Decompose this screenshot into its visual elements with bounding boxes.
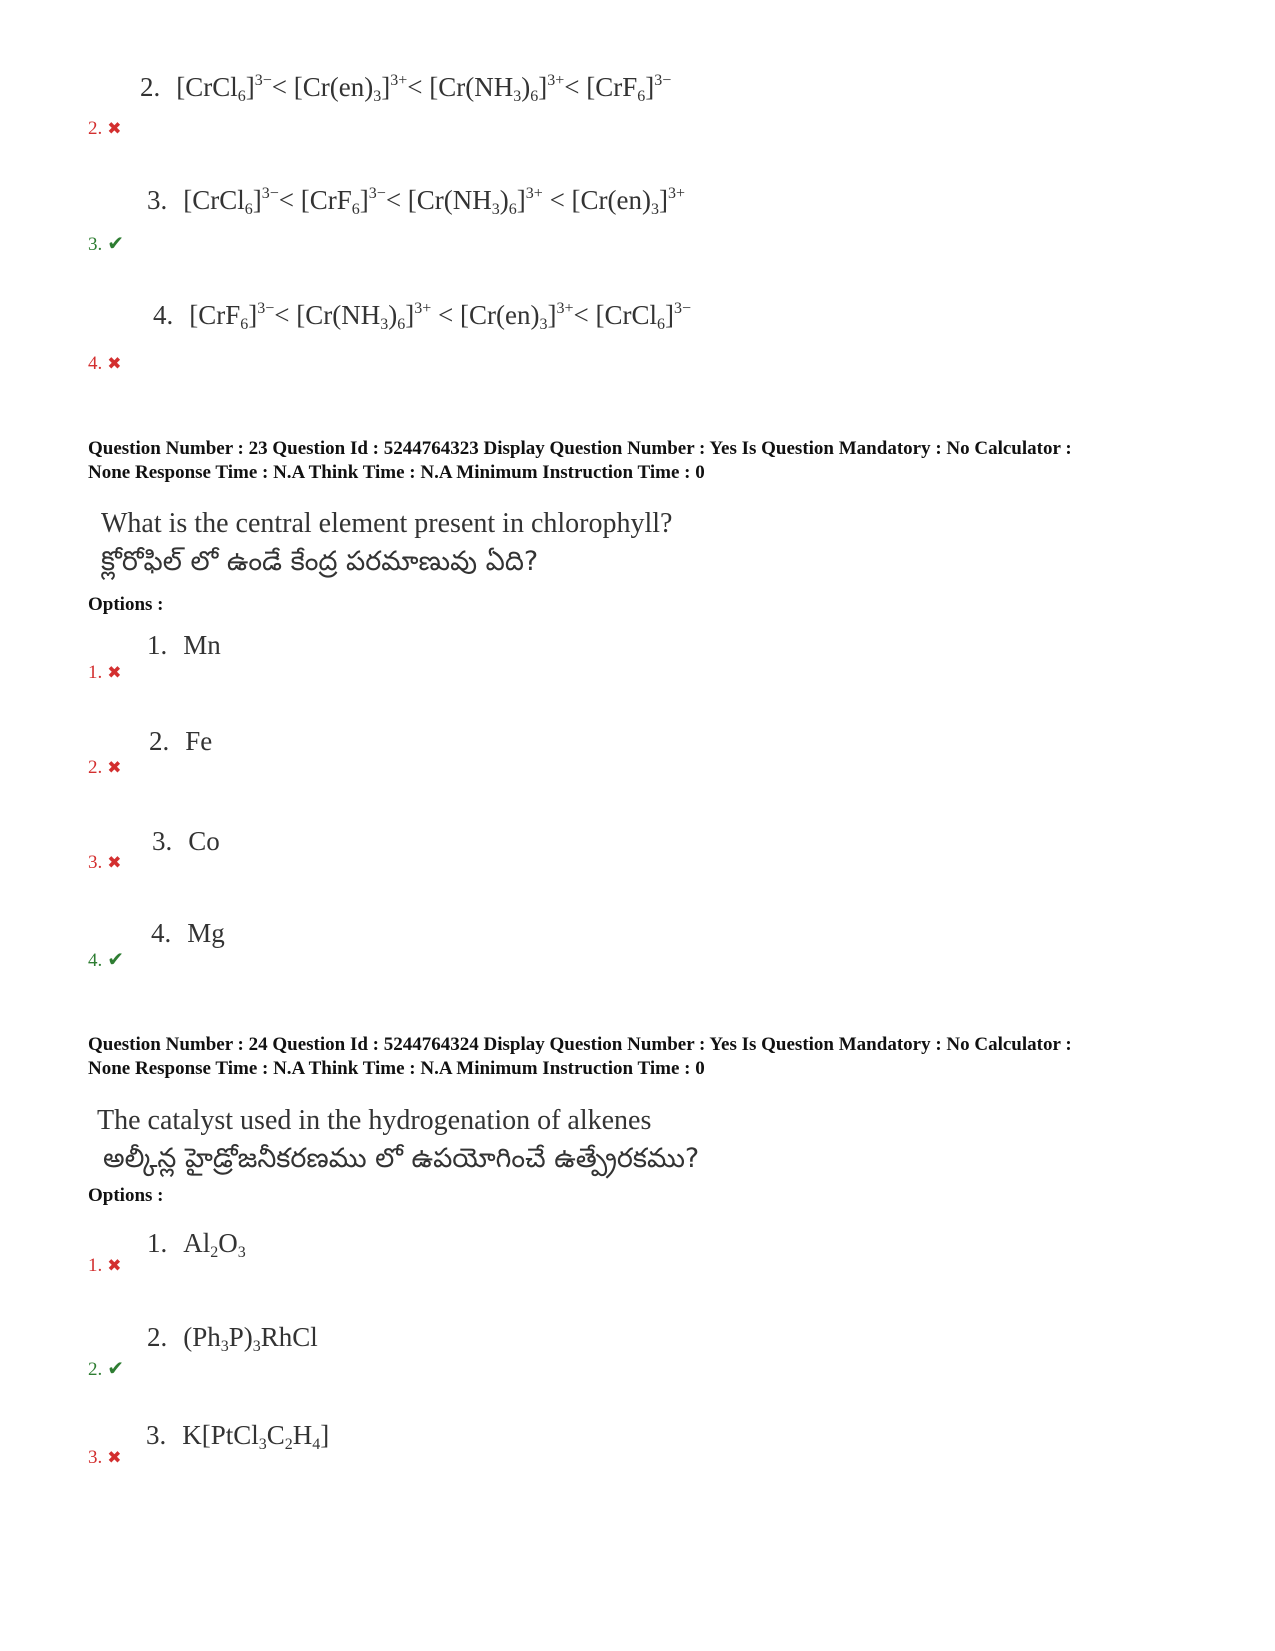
option-text: 1. $Al_2O_3$ [147,1228,246,1261]
option-marker: 3. ✔ [88,233,125,255]
option-marker: 2. ✖ [88,757,122,778]
option-marker: 1. ✖ [88,662,122,683]
cross-icon: ✖ [107,119,122,138]
cross-icon: ✖ [107,1256,122,1275]
chemical-formula: $(Ph_3P)_3RhCl$ [183,1322,318,1355]
option-text: 2. Fe [149,726,213,756]
question-meta: Question Number : 24 Question Id : 5244764324 Display Question Number : Yes Is Question Mandatory : No Calculator : None Response Time : N.A Think Time : N.A Minimum Instruction Time : 0 [88,1034,1072,1079]
option-marker: 3. ✖ [88,1447,122,1468]
chemical-formula: Mg [187,918,225,948]
option-marker: 1. ✖ [88,1255,122,1276]
chemical-formula: $Al_2O_3$ [183,1228,246,1261]
option-marker: 4. ✔ [88,949,125,971]
cross-icon: ✖ [107,663,122,682]
cross-icon: ✖ [107,853,122,872]
chemical-formula: $[CrF_6]^{3-}< [Cr(NH_3)_6]^{3+} < [Cr(en)_3]^{3+}<$ [CrCl$_6$]$^{3-}$ [189,300,692,333]
question-meta: Question Number : 23 Question Id : 5244764323 Display Question Number : Yes Is Question Mandatory : No Calculator : None Response Time : N.A Think Time : N.A Minimum Instruction Time : 0 [88,438,1072,483]
option-text: 3. $K[PtCl_3C_2H_4]$ [146,1420,330,1453]
question-text: The catalyst used in the hydrogenation of alkenes అల్కీన్ల హైడ్రోజనీకరణము లో ఉపయోగించే ఉత్ప్రేరకము? [97,1105,700,1174]
cross-icon: ✖ [107,1448,122,1467]
option-marker: 3. ✖ [88,852,122,873]
option-marker: 2. ✖ [88,118,122,139]
chemical-formula: [CrCl$_6$]$^{3-}$< $[CrF_6]^{3-}< [Cr(NH_3)_6]^{3+} < [Cr(en)_3]^{3+}$ [183,185,686,218]
option-marker: 4. ✖ [88,353,122,374]
check-icon: ✔ [107,949,125,971]
chemical-formula: $K[PtCl_3C_2H_4]$ [182,1420,330,1453]
chemical-formula: [CrCl$_6$]$^{3-}$< $[Cr(en)_3]^{3+}< [Cr(NH_3)_6]^{3+}< [CrF_6]^{3-}$ [176,72,672,105]
chemical-formula: Co [188,826,220,856]
option-text: 2. $(Ph_3P)_3RhCl$ [147,1322,318,1355]
cross-icon: ✖ [107,354,122,373]
options-label: Options : [88,594,164,615]
option-text: 4. Mg [151,918,225,948]
check-icon: ✔ [107,233,125,255]
chemical-formula: Mn [183,630,221,660]
check-icon: ✔ [107,1358,125,1380]
cross-icon: ✖ [107,758,122,777]
option-text: 3. Co [152,826,220,856]
option-text: 2. [CrCl$_6$]$^{3-}$< $[Cr(en)_3]^{3+}< [Cr(NH_3)_6]^{3+}< [CrF_6]^{3-}$ [140,72,672,105]
option-text: 1. Mn [147,630,221,660]
option-text: 3. [CrCl$_6$]$^{3-}$< $[CrF_6]^{3-}< [Cr(NH_3)_6]^{3+} < [Cr(en)_3]^{3+}$ [147,185,686,218]
question-text: What is the central element present in chlorophyll? క్లోరోఫిల్ లో ఉండే కేంద్ర పరమాణువు ఏది? [101,508,673,577]
option-marker: 2. ✔ [88,1358,125,1380]
options-label: Options : [88,1185,164,1206]
chemical-formula: Fe [185,726,213,756]
option-text: 4. $[CrF_6]^{3-}< [Cr(NH_3)_6]^{3+} < [Cr(en)_3]^{3+}<$ [CrCl$_6$]$^{3-}$ [153,300,692,333]
